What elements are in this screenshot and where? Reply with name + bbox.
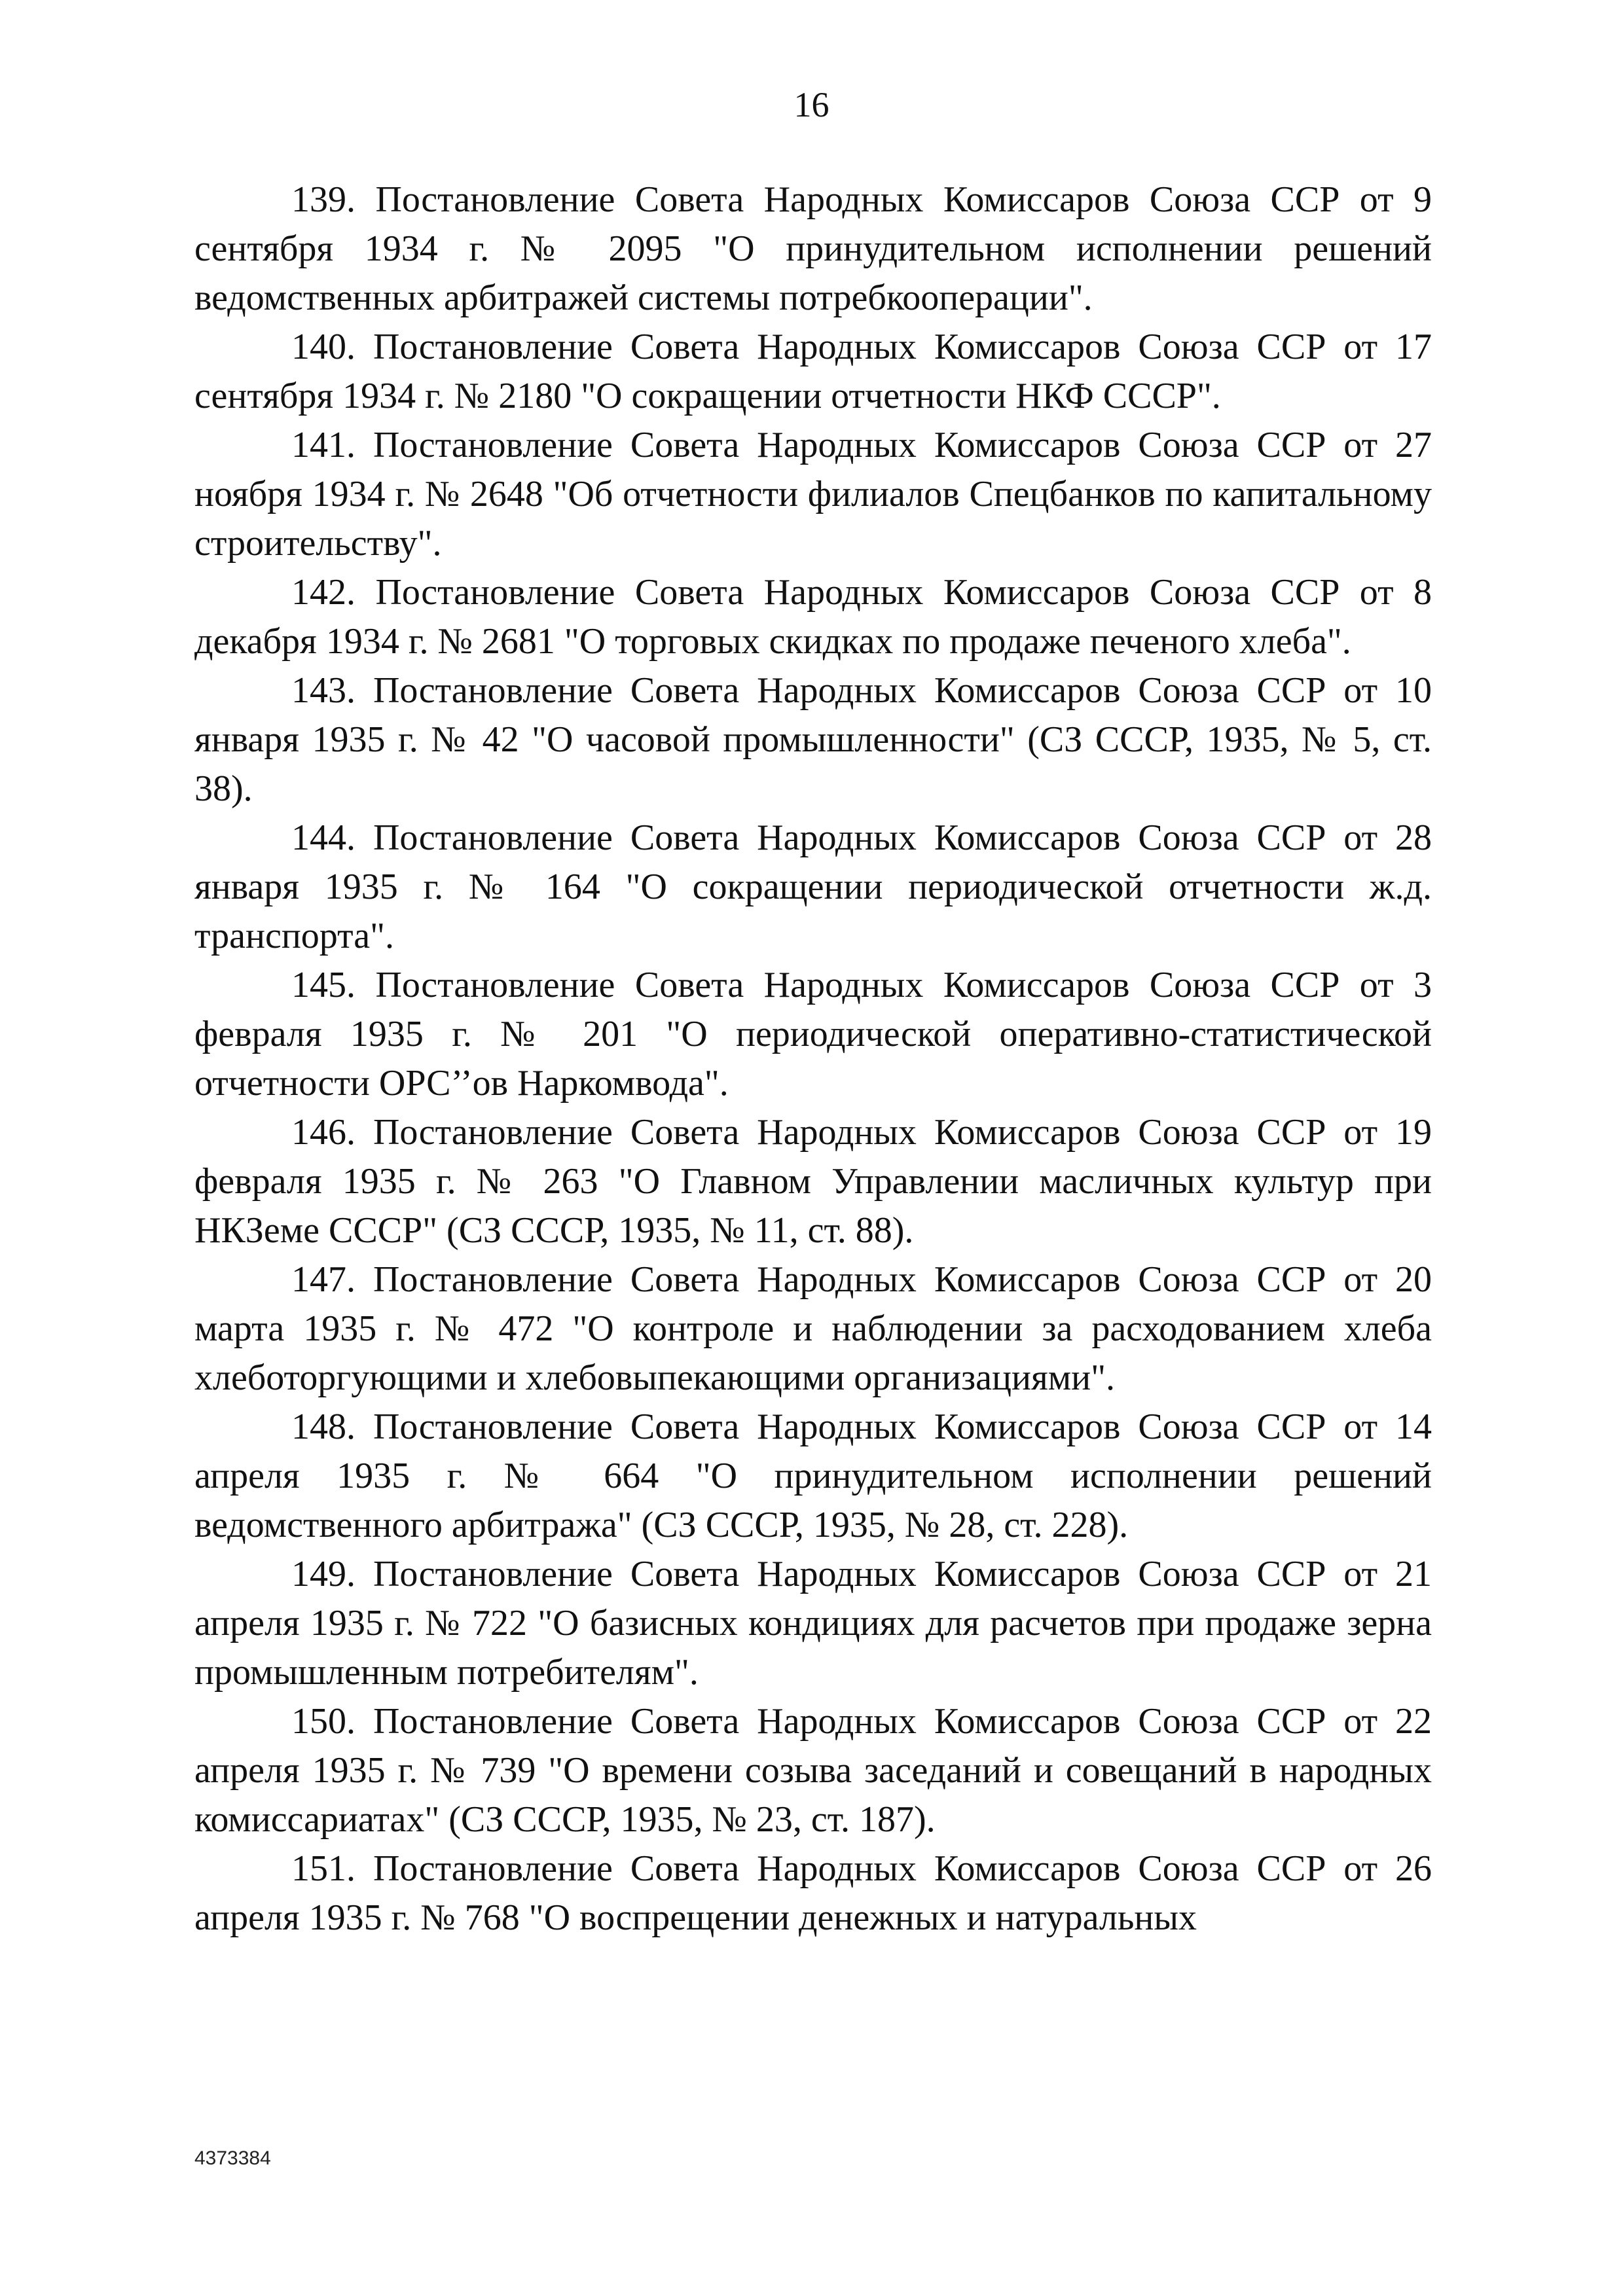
- list-item: 146. Постановление Совета Народных Комиссаров Союза ССР от 19 февраля 1935 г. № 263 "О Главном Управлении масличных культур при НКЗеме СССР" (СЗ СССР, 1935, № 11, ст. 88).: [194, 1112, 1432, 1251]
- list-item: 148. Постановление Совета Народных Комиссаров Союза ССР от 14 апреля 1935 г. № 664 "О принудительном исполнении решений ведомственного арбитража" (СЗ СССР, 1935, № 28, ст. 228).: [194, 1407, 1432, 1545]
- list-item: 149. Постановление Совета Народных Комиссаров Союза ССР от 21 апреля 1935 г. № 722 "О базисных кондициях для расчетов при продаже зерна промышленным потребителям".: [194, 1554, 1432, 1693]
- list-item: 142. Постановление Совета Народных Комиссаров Союза ССР от 8 декабря 1934 г. № 2681 "О торговых скидках по продаже печеного хлеба".: [194, 572, 1432, 662]
- list-item: 139. Постановление Совета Народных Комиссаров Союза ССР от 9 сентября 1934 г. № 2095 "О принудительном исполнении решений ведомственных арбитражей системы потребкооперации".: [194, 179, 1432, 318]
- document-code: 4373384: [194, 2147, 271, 2169]
- list-item: 141. Постановление Совета Народных Комиссаров Союза ССР от 27 ноября 1934 г. № 2648 "Об отчетности филиалов Спецбанков по капитальному строительству".: [194, 425, 1432, 564]
- page-number: 16: [793, 85, 830, 124]
- list-item: 143. Постановление Совета Народных Комиссаров Союза ССР от 10 января 1935 г. № 42 "О часовой промышленности" (СЗ СССР, 1935, № 5, ст. 38).: [194, 670, 1432, 809]
- document-body: [194, 175, 1432, 1943]
- list-item: 140. Постановление Совета Народных Комиссаров Союза ССР от 17 сентября 1934 г. № 2180 "О сокращении отчетности НКФ СССР".: [194, 327, 1432, 416]
- list-item: 151. Постановление Совета Народных Комиссаров Союза ССР от 26 апреля 1935 г. № 768 "О воспрещении денежных и натуральных: [194, 1848, 1432, 1938]
- list-item: 145. Постановление Совета Народных Комиссаров Союза ССР от 3 февраля 1935 г. № 201 "О периодической оперативно-статистической отчетности ОРС’’ов Наркомвода".: [194, 965, 1432, 1103]
- list-item: 150. Постановление Совета Народных Комиссаров Союза ССР от 22 апреля 1935 г. № 739 "О времени созыва заседаний и совещаний в народных комиссариатах" (СЗ СССР, 1935, № 23, ст. 187).: [194, 1701, 1432, 1840]
- list-item: 147. Постановление Совета Народных Комиссаров Союза ССР от 20 марта 1935 г. № 472 "О контроле и наблюдении за расходованием хлеба хлеботоргующими и хлебовыпекающими организациями".: [194, 1259, 1432, 1398]
- list-item: 144. Постановление Совета Народных Комиссаров Союза ССР от 28 января 1935 г. № 164 "О сокращении периодической отчетности ж.д. транспорта".: [194, 817, 1432, 956]
